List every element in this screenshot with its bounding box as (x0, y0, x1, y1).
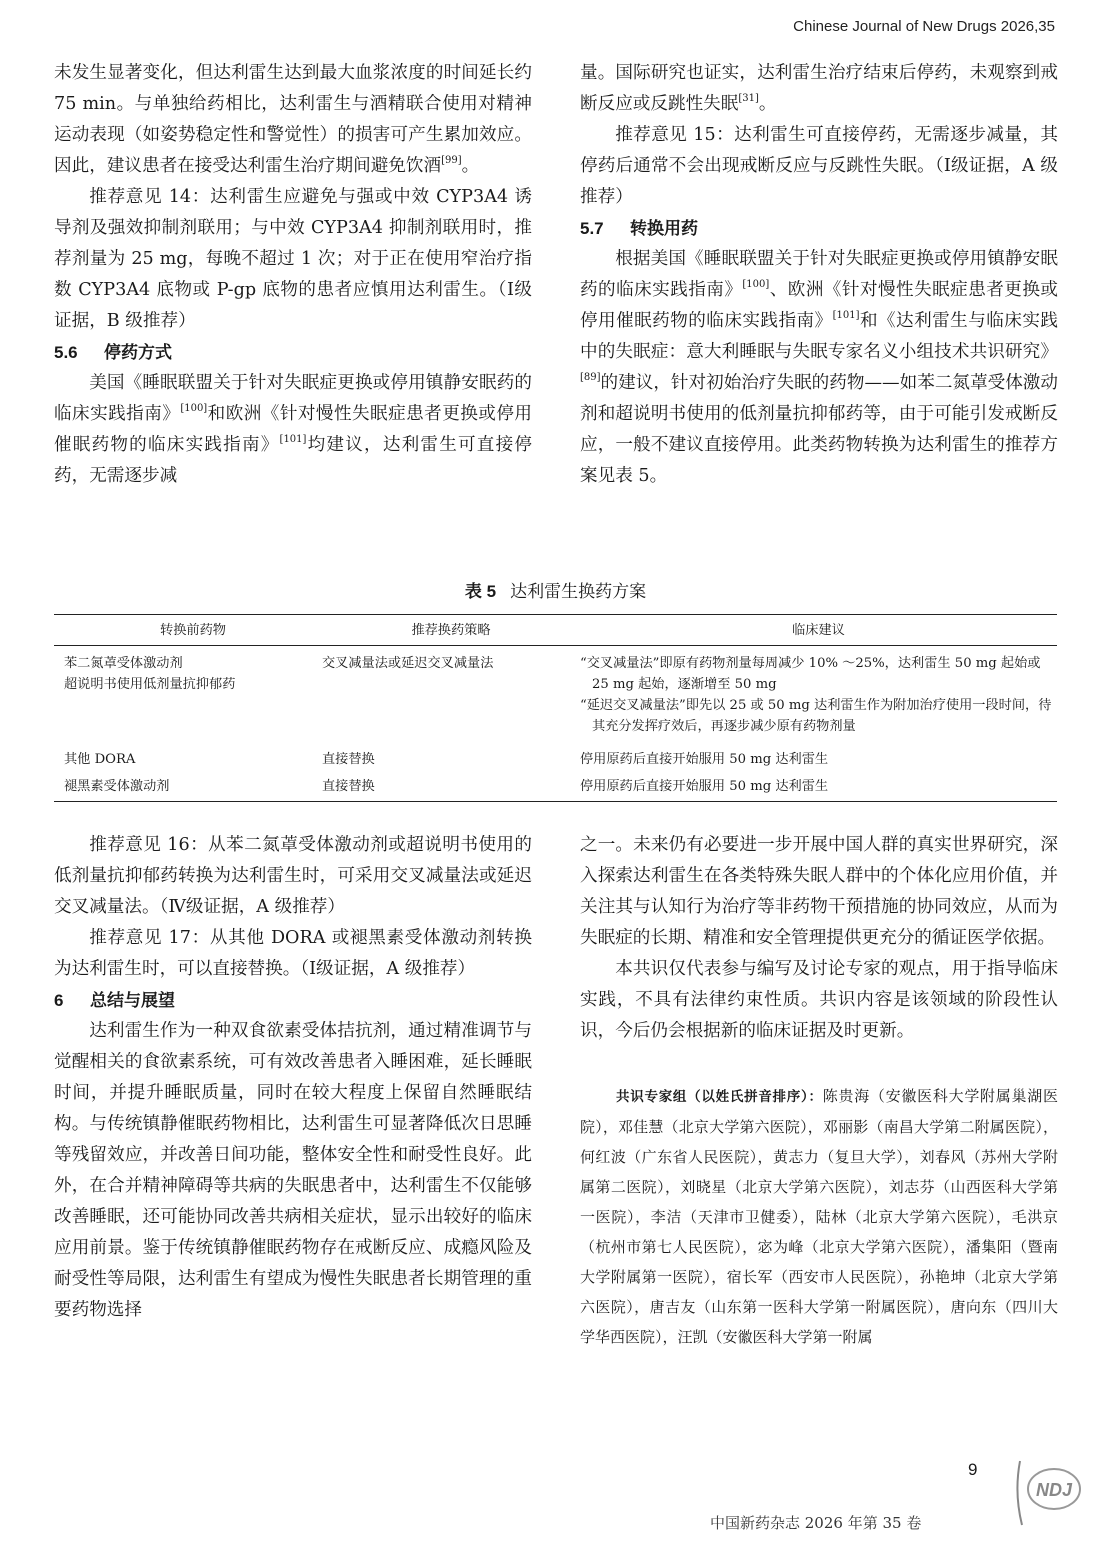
running-head: Chinese Journal of New Drugs 2026,35 (793, 18, 1055, 35)
body-paragraph: 未发生显著变化，但达利雷生达到最大血浆浓度的时间延长约 75 min。与单独给药相比，达利雷生与酒精联合使用对精神运动表现（如姿势稳定性和警觉性）的损害可产生累加效应。因此，建议患者在接受达利雷生治疗期间避免饮酒[99]。 (54, 63, 532, 176)
body-paragraph: 之一。未来仍有必要进一步开展中国人群的真实世界研究，深入探索达利雷生在各类特殊失眠人群中的个体化应用价值，并关注其与认知行为治疗等非药物干预措施的协同效应，从而为失眠症的长期、精准和安全管理提供更充分的循证医学依据。 (580, 835, 1058, 948)
table-row (54, 776, 1057, 802)
body-paragraph: 本共识仅代表参与编写及讨论专家的观点，用于指导临床实践，不具有法律约束性质。共识内容是该领域的阶段性认识，今后仍会根据新的临床证据及时更新。 (580, 959, 1058, 1041)
journal-logo-icon (1012, 1455, 1084, 1535)
recommendation-16: 推荐意见 16：从苯二氮䓬受体激动剂或超说明书使用的低剂量抗抑郁药转换为达利雷生时，可采用交叉减量法或延迟交叉减量法。（Ⅳ级证据，A 级推荐） (54, 835, 532, 917)
table-cell: 直接替换 (322, 752, 375, 767)
table-cell: 其他 DORA (64, 752, 136, 767)
table-cell: 苯二氮䓬受体激动剂 (64, 656, 183, 671)
citation: [101] (279, 434, 307, 445)
recommendation-17: 推荐意见 17：从其他 DORA 或褪黑素受体激动剂转换为达利雷生时，可以直接替换。（Ⅰ级证据，A 级推荐） (54, 928, 532, 979)
table-header: 转换前药物 (54, 615, 322, 646)
citation: [100] (742, 279, 770, 290)
table-row (54, 646, 1057, 746)
right-column-bottom (580, 830, 1058, 1352)
table-cell: “交叉减量法”即原有药物剂量每周减少 10% ～25%，达利雷生 50 mg 起始或 25 mg 起始，逐渐增至 50 mg (580, 656, 1041, 692)
citation: [89] (580, 372, 601, 383)
right-column-top (580, 58, 1058, 492)
table-title: 表 5 达利雷生换药方案 (464, 582, 647, 602)
table-cell: 交叉减量法或延迟交叉减量法 (322, 656, 494, 671)
citation: [99] (441, 155, 462, 166)
body-paragraph: 量。国际研究也证实，达利雷生治疗结束后停药，未观察到戒断反应或反跳性失眠[31]。 (580, 63, 1058, 114)
table-header: 临床建议 (580, 615, 1057, 646)
table-cell: 直接替换 (322, 776, 580, 802)
svg-text:NDJ: NDJ (1035, 1480, 1073, 1500)
table-header: 推荐换药策略 (322, 615, 580, 646)
page-number: 9 (968, 1460, 978, 1479)
table-cell: 超说明书使用低剂量抗抑郁药 (64, 677, 236, 692)
citation: [101] (832, 310, 860, 321)
section-heading-5-6: 5.6 停药方式 (54, 343, 172, 362)
left-column-bottom (54, 830, 532, 1326)
left-column-top (54, 58, 532, 492)
table-cell: 停用原药后直接开始服用 50 mg 达利雷生 (580, 776, 1057, 802)
expert-group: 共识专家组（以姓氏拼音排序）：陈贵海（安徽医科大学附属巢湖医院），邓佳慧（北京大学第六医院），邓丽影（南昌大学第二附属医院），何红波（广东省人民医院），黄志力（复旦大学），刘春风（苏州大学附属第二医院），刘晓星（北京大学第六医院），刘志芬（山西医科大学第一医院），李洁（天津市卫健委），陆林（北京大学第六医院），毛洪京（杭州市第七人民医院），宓为峰（北京大学第六医院），潘集阳（暨南大学附属第一医院），宿长军（西安市人民医院），孙艳坤（北京大学第六医院），唐吉友（山东第一医科大学第一附属医院），唐向东（四川大学华西医院），汪凯（安徽医科大学第一附属 (580, 1087, 1058, 1346)
citation: [31] (738, 93, 759, 104)
table-5 (54, 614, 1057, 802)
body-paragraph: 达利雷生作为一种双食欲素受体拮抗剂，通过精准调节与觉醒相关的食欲素系统，可有效改善患者入睡困难，延长睡眠时间，并提升睡眠质量，同时在较大程度上保留自然睡眠结构。与传统镇静催眠药物相比，达利雷生可显著降低次日思睡等残留效应，并改善日间功能，整体安全性和耐受性良好。此外，在合并精神障碍等共病的失眠患者中，达利雷生不仅能够改善睡眠，还可能协同改善共病相关症状，显示出较好的临床应用前景。鉴于传统镇静催眠药物存在戒断反应、成瘾风险及耐受性等局限，达利雷生有望成为慢性失眠患者长期管理的重要药物选择 (54, 1021, 532, 1320)
journal-footer: 中国新药杂志 2026 年第 35 卷 (710, 1514, 922, 1532)
section-heading-5-7: 5.7 转换用药 (580, 219, 698, 238)
recommendation-15: 推荐意见 15：达利雷生可直接停药，无需逐步减量，其停药后通常不会出现戒断反应与反跳性失眠。（Ⅰ级证据，A 级推荐） (580, 125, 1058, 207)
table-cell: 停用原药后直接开始服用 50 mg 达利雷生 (580, 752, 829, 767)
table-cell: “延迟交叉减量法”即先以 25 或 50 mg 达利雷生作为附加治疗使用一段时间，待其充分发挥疗效后，再逐步减少原有药物剂量 (580, 698, 1052, 734)
recommendation-14: 推荐意见 14：达利雷生应避免与强或中效 CYP3A4 诱导剂及强效抑制剂联用；与中效 CYP3A4 抑制剂联用时，推荐剂量为 25 mg，每晚不超过 1 次；对于正在使用窄治疗指数 CYP3A4 底物或 P-gp 底物的患者应慎用达利雷生。（Ⅰ级证据，B 级推荐） (54, 187, 532, 331)
section-heading-6: 6 总结与展望 (54, 991, 175, 1010)
table-row (54, 745, 1057, 776)
citation: [100] (180, 403, 208, 414)
body-paragraph: 美国《睡眠联盟关于针对失眠症更换或停用镇静安眠药的临床实践指南》[100]和欧洲《针对慢性失眠症患者更换或停用催眠药物的临床实践指南》[101]均建议，达利雷生可直接停药，无需逐步减 (54, 373, 532, 486)
table-cell: 褪黑素受体激动剂 (54, 776, 322, 802)
body-paragraph: 根据美国《睡眠联盟关于针对失眠症更换或停用镇静安眠药的临床实践指南》[100]、欧洲《针对慢性失眠症患者更换或停用催眠药物的临床实践指南》[101]和《达利雷生与临床实践中的失眠症：意大利睡眠与失眠专家名义小组技术共识研究》[89]的建议，针对初始治疗失眠的药物——如苯二氮䓬受体激动剂和超说明书使用的低剂量抗抑郁药等，由于可能引发戒断反应，一般不建议直接停用。此类药物转换为达利雷生的推荐方案见表 5。 (580, 249, 1058, 486)
